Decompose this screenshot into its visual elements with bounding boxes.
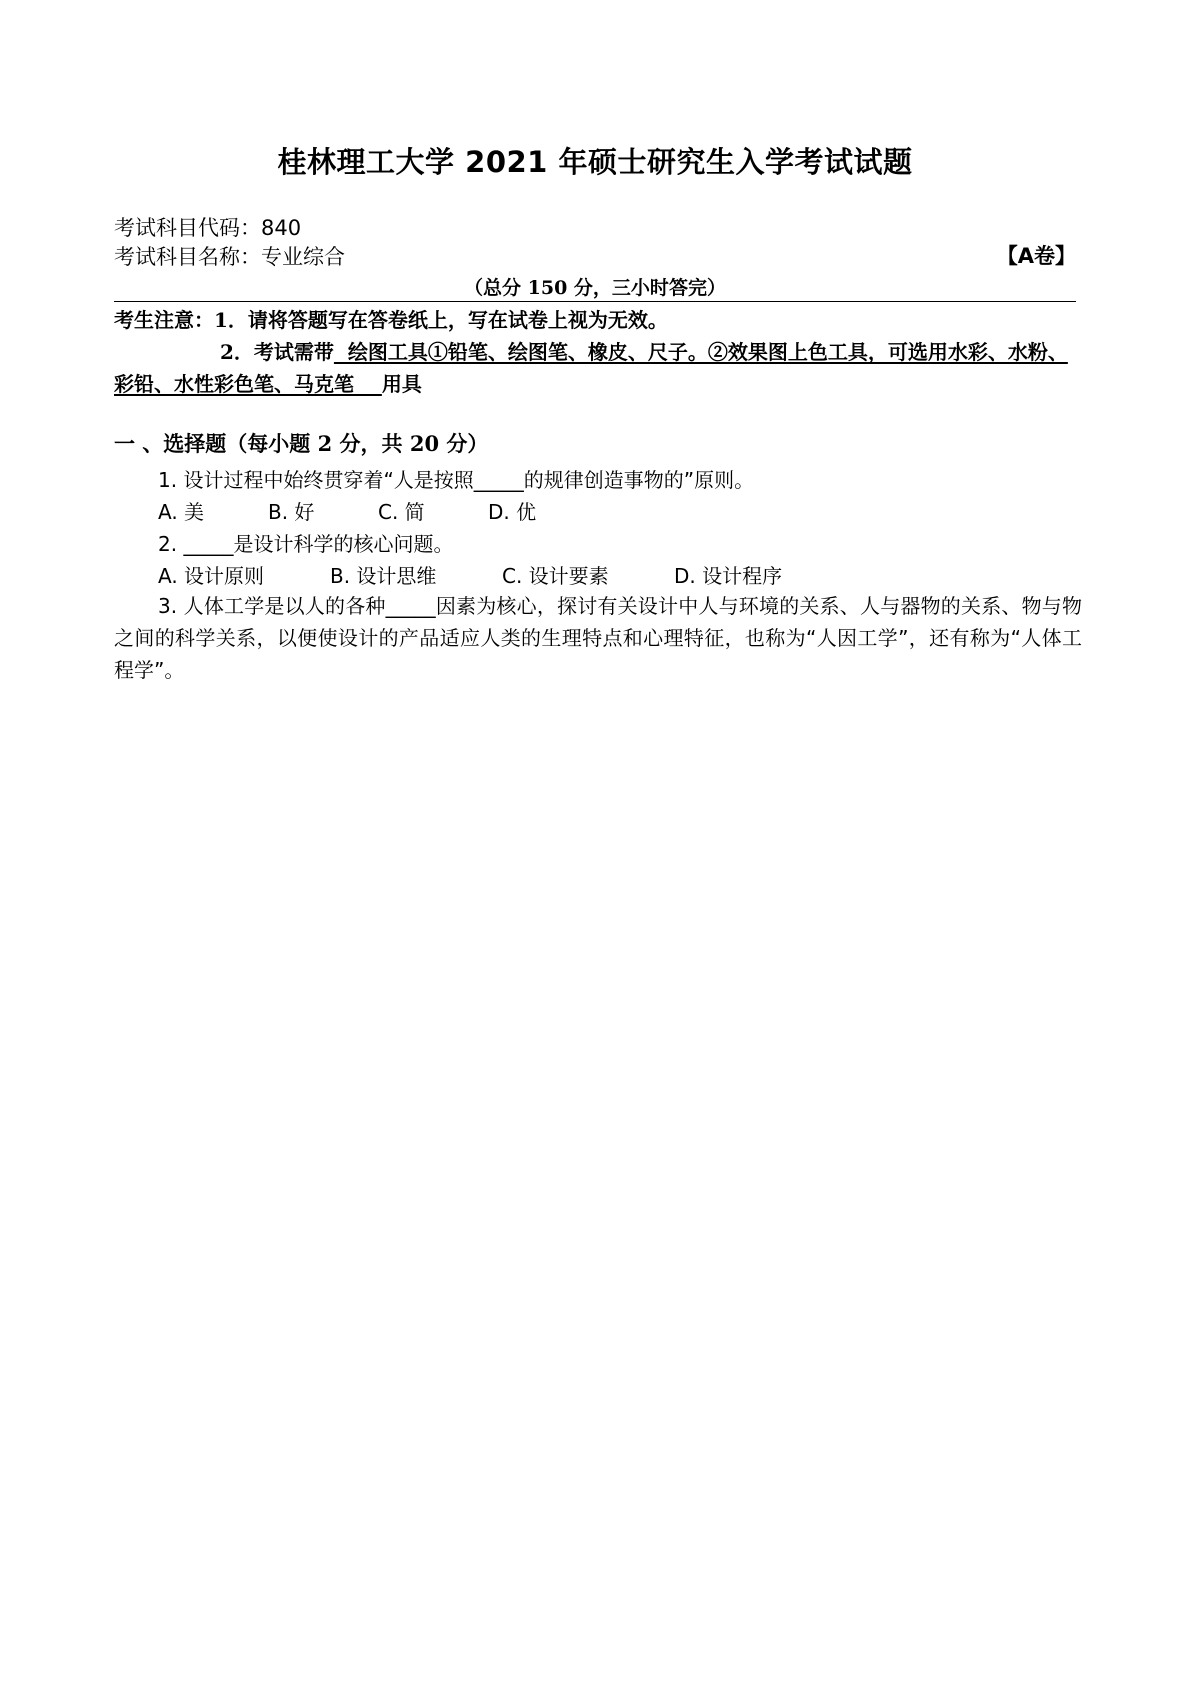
subject-name-label: 考试科目名称： (114, 245, 261, 269)
subject-code-line (114, 212, 301, 242)
subject-code-label: 考试科目代码： (114, 216, 261, 240)
notice-item-1: 1．请将答题写在答卷纸上，写在试卷上视为无效。 (214, 308, 668, 332)
paper-version-tag: 【A卷】 (996, 244, 1076, 268)
question-2-options (158, 560, 782, 589)
exam-title: 桂林理工大学 2021 年硕士研究生入学考试试题 (277, 145, 913, 179)
notice-item-2 (114, 336, 1082, 400)
question-3-stem: 3. 人体工学是以人的各种_____因素为核心，探讨有关设计中人与环境的关系、人与器物的关系、物与物之间的科学关系，以便使设计的产品适应人类的生理特点和心理特征，也称为“人因工学”，还有称为“人体工程学”。 (114, 594, 1082, 682)
notice-item-2-tools: 绘图工具①铅笔、绘图笔、橡皮、尺子。②效果图上色工具，可选用水彩、水粉、彩铅、水性彩色笔、马克笔 (114, 340, 1068, 396)
notice-label: 考生注意： (114, 308, 214, 332)
total-score-line (114, 273, 1076, 302)
notice-item-2-prefix: 2．考试需带 (220, 340, 334, 364)
question-1-options (158, 496, 536, 525)
question-2-stem: 2. _____是设计科学的核心问题。 (158, 532, 454, 556)
option-b: B. 设计思维 (330, 564, 437, 588)
subject-name: 专业综合 (261, 245, 345, 269)
option-c: C. 简 (378, 500, 425, 524)
subject-code: 840 (261, 216, 302, 240)
option-d: D. 设计程序 (674, 564, 783, 588)
question-1-stem: 1. 设计过程中始终贯穿着“人是按照_____的规律创造事物的”原则。 (158, 468, 755, 492)
option-a: A. 设计原则 (158, 564, 265, 588)
option-a: A. 美 (158, 500, 205, 524)
option-c: C. 设计要素 (502, 564, 609, 588)
total-score-text: （总分 150 分，三小时答完） (464, 277, 726, 299)
notice-item-2-suffix: 用具 (381, 372, 422, 396)
subject-name-line (114, 241, 345, 271)
option-d: D. 优 (488, 500, 537, 524)
option-b: B. 好 (268, 500, 315, 524)
notice-line-1 (114, 304, 1082, 336)
section-heading: 一 、选择题（每小题 2 分，共 20 分） (114, 431, 489, 456)
